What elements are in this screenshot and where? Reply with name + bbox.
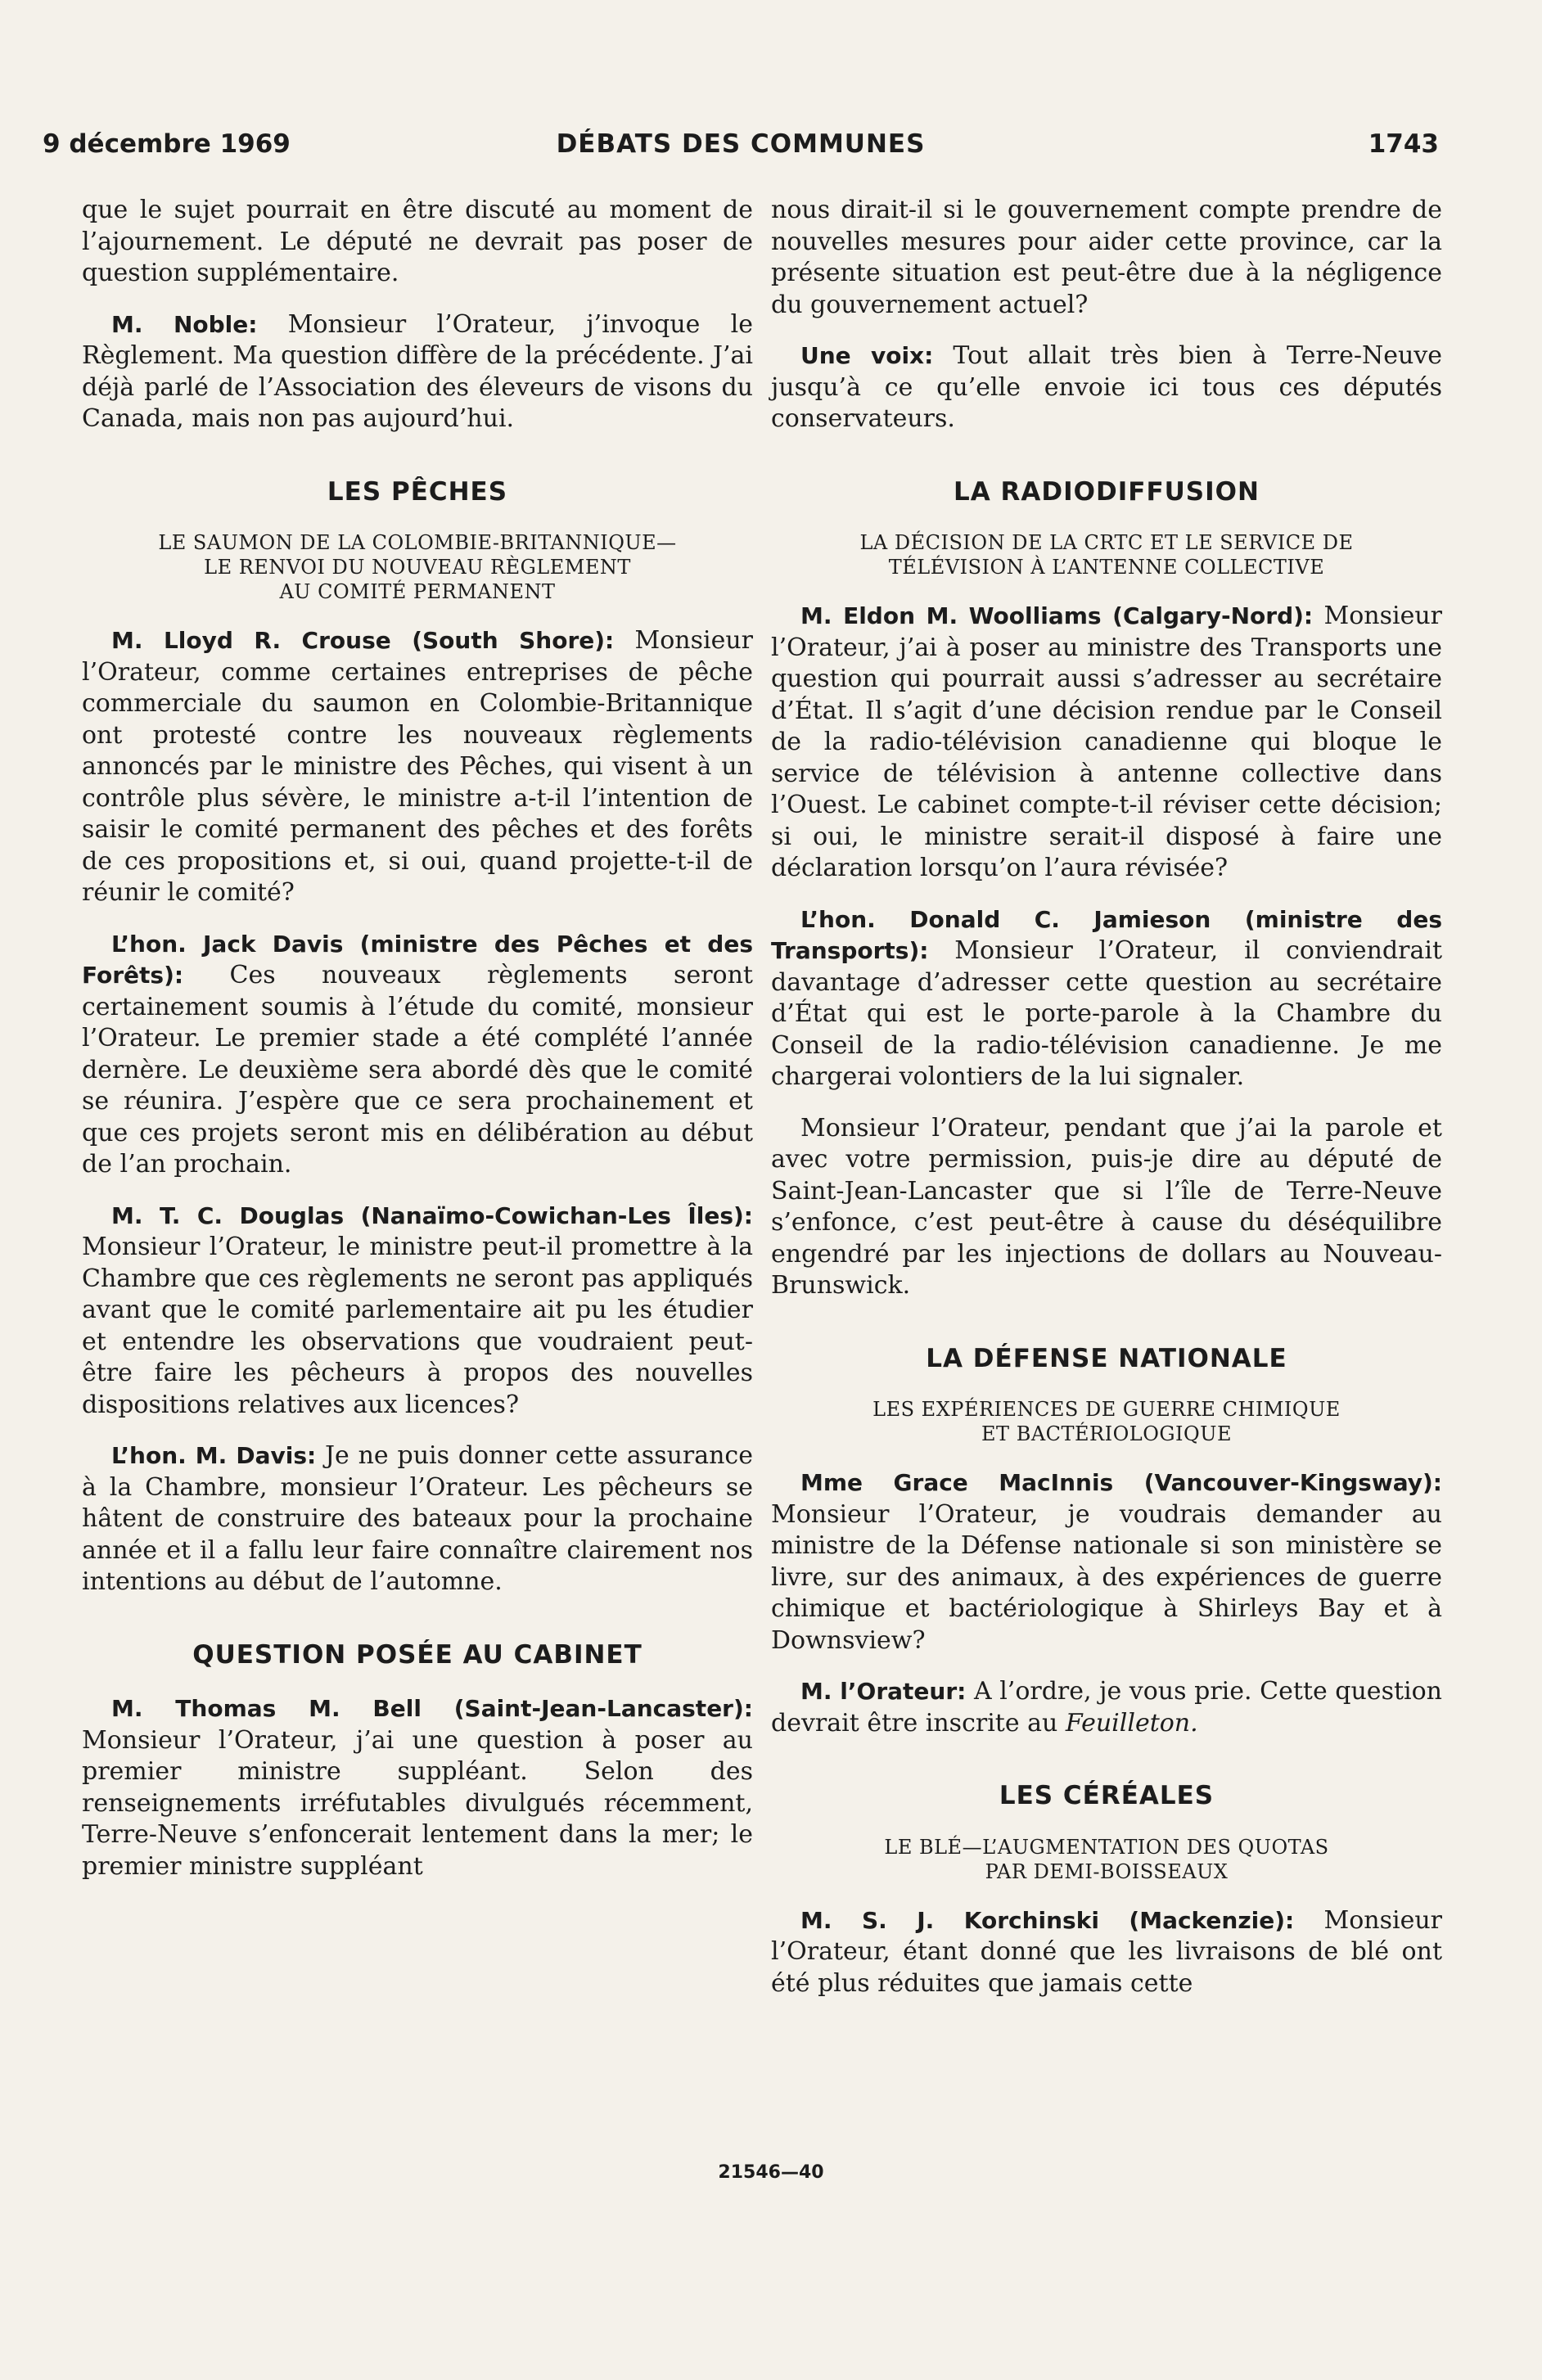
sub-heading (771, 530, 1442, 579)
sub-heading-line: LE BLÉ—L’AUGMENTATION DES QUOTAS (884, 1835, 1329, 1859)
speech-text: Je ne puis donner cette assurance à la Chambre, monsieur l’Orateur. Les pêcheurs se hâtent de construire des bateaux pour la prochaine année et il a fallu leur faire connaître clairement nos intentions au début de l’automne. (82, 1441, 753, 1596)
header-date: 9 décembre 1969 (43, 129, 291, 159)
sub-heading-line: LES EXPÉRIENCES DE GUERRE CHIMIQUE (872, 1398, 1341, 1421)
speaker-name: M. S. J. Korchinski (Mackenzie): (800, 1906, 1295, 1934)
header-title: DÉBATS DES COMMUNES (556, 129, 926, 159)
speaker-name: M. Thomas M. Bell (Saint-Jean-Lancaster): (111, 1695, 753, 1722)
sub-heading-line: LA DÉCISION DE LA CRTC ET LE SERVICE DE (859, 531, 1354, 554)
speech-text: Ces nouveaux règlements seront certainement soumis à l’étude du comité, monsieur l’Orateur. Le premier stade a été complété l’année dernère. Le deuxième sera abordé dès que le comité se réunira. J’espère que ce sera prochainement et que ces projets seront mis en délibération au début de l’an prochain. (82, 961, 753, 1179)
speech-text: Monsieur l’Orateur, comme certaines entreprises de pêche commerciale du saumon en Colombie-Britannique ont protesté contre les nouveaux règlements annoncés par le ministre des Pêches, qui visent à un contrôle plus sévère, le ministre a-t-il l’intention de saisir le comité permanent des pêches et des forêts de ces propositions et, si oui, quand projette-t-il de réunir le comité? (82, 626, 753, 907)
speech-text: Monsieur l’Orateur, j’invoque le Règlement. Ma question diffère de la précédente. J’ai déjà parlé de l’Association des éleveurs de visons du Canada, mais non pas aujourd’hui. (82, 309, 753, 433)
speech-text: Monsieur l’Orateur, il conviendrait davantage d’adresser cette question au secrétaire d’État qui est le porte-parole à la Chambre du Conseil de la radio-télévision canadienne. Je me chargerai volontiers de la lui signaler. (771, 936, 1442, 1091)
speech-text: Monsieur l’Orateur, j’ai une question à poser au premier ministre suppléant. Selon des renseignements irréfutables divulgués récemment, Terre-Neuve s’enfoncerait lentement dans la mer; le premier ministre suppléant (82, 1725, 753, 1881)
sub-heading-line: ET BACTÉRIOLOGIQUE (981, 1422, 1232, 1445)
sub-heading (771, 1835, 1442, 1884)
paragraph (82, 1693, 753, 1882)
speaker-name: M. Noble: (111, 310, 258, 338)
running-header (43, 129, 1439, 170)
speaker-name: Une voix: (800, 342, 934, 369)
paragraph (82, 1201, 753, 1422)
paragraph (771, 1676, 1442, 1739)
paragraph (771, 340, 1442, 435)
speaker-name: M. T. C. Douglas (Nanaïmo-Cowichan-Les Îles): (111, 1201, 753, 1229)
section-heading: LA DÉFENSE NATIONALE (926, 1343, 1287, 1373)
speech-text: Tout allait très bien à Terre-Neuve jusqu’à ce qu’elle envoie ici tous ces députés conservateurs. (771, 341, 1442, 433)
section-heading: LA RADIODIFFUSION (954, 476, 1260, 507)
footer-code: 21546—40 (718, 2162, 824, 2183)
speech-text: A l’ordre, je vous prie. Cette question devrait être inscrite au (771, 1677, 1442, 1738)
speaker-name: L’hon. M. Davis: (111, 1442, 317, 1469)
paragraph (771, 601, 1442, 885)
paragraph (82, 625, 753, 909)
paragraph (771, 904, 1442, 1093)
right-column (771, 195, 1442, 2019)
header-page-number: 1743 (1368, 129, 1439, 159)
section-heading: LES CÉRÉALES (999, 1781, 1215, 1810)
speech-text: Monsieur l’Orateur, je voudrais demander au ministre de la Défense nationale si son ministère se livre, sur des animaux, à des expériences de guerre chimique et bactériologique à Shirleys Bay et à Downsview? (771, 1499, 1442, 1655)
speaker-name: Mme Grace MacInnis (Vancouver-Kingsway): (800, 1469, 1442, 1496)
paragraph (82, 929, 753, 1181)
speaker-name: M. l’Orateur: (800, 1678, 967, 1705)
paragraph: que le sujet pourrait en être discuté au moment de l’ajournement. Le député ne devrait pas poser de question supplémentaire. (82, 196, 753, 287)
speaker-name: L’hon. Donald C. Jamieson (ministre des Transports): (771, 905, 1442, 964)
speech-text: Monsieur l’Orateur, j’ai à poser au ministre des Transports une question qui pourrait aussi s’adresser au secrétaire d’État. Il s’agit d’une décision rendue par le Conseil de la radio-télévision canadienne qui bloque le service de télévision à antenne collective dans l’Ouest. Le cabinet compte-t-il réviser cette décision; si oui, le ministre serait-il disposé à faire une déclaration lorsqu’on l’aura révisée? (771, 602, 1442, 882)
sub-heading-line: PAR DEMI-BOISSEAUX (985, 1859, 1229, 1883)
sub-heading-line: LE SAUMON DE LA COLOMBIE-BRITANNIQUE— (158, 531, 677, 554)
speech-text: Monsieur l’Orateur, étant donné que les livraisons de blé ont été plus réduites que jamais cette (771, 1905, 1442, 1998)
paragraph: nous dirait-il si le gouvernement compte prendre de nouvelles mesures pour aider cette province, car la présente situation est peut-être due à la négligence du gouvernement actuel? (771, 196, 1442, 319)
sub-heading-line: LE RENVOI DU NOUVEAU RÈGLEMENT (204, 556, 631, 579)
left-column (82, 195, 753, 1902)
sub-heading-line: AU COMITÉ PERMANENT (279, 580, 556, 603)
speaker-name: L’hon. Jack Davis (ministre des Pêches et des Forêts): (82, 930, 753, 989)
paragraph (771, 1905, 1442, 2000)
paragraph: Monsieur l’Orateur, pendant que j’ai la parole et avec votre permission, puis-je dire au député de Saint-Jean-Lancaster que si l’île de Terre-Neuve s’enfonce, c’est peut-être à cause du déséquilibre engendré par les injections de dollars au Nouveau-Brunswick. (771, 1113, 1442, 1300)
paragraph (82, 1440, 753, 1598)
speaker-name: M. Eldon M. Woolliams (Calgary-Nord): (800, 602, 1314, 629)
speaker-name: M. Lloyd R. Crouse (South Shore): (111, 627, 615, 654)
italic-text: Feuilleton. (1065, 1708, 1198, 1738)
section-heading: LES PÊCHES (327, 476, 508, 507)
sub-heading-line: TÉLÉVISION À L’ANTENNE COLLECTIVE (888, 556, 1325, 579)
paragraph (82, 309, 753, 435)
sub-heading (82, 530, 753, 604)
paragraph (771, 1467, 1442, 1657)
section-heading: QUESTION POSÉE AU CABINET (192, 1639, 642, 1670)
speech-text: Monsieur l’Orateur, le ministre peut-il promettre à la Chambre que ces règlements ne seront pas appliqués avant que le comité parlementaire ait pu les étudier et entendre les observations que voudraient peut-être faire les pêcheurs à propos des nouvelles dispositions relatives aux licences? (82, 1233, 753, 1419)
sub-heading (771, 1397, 1442, 1446)
